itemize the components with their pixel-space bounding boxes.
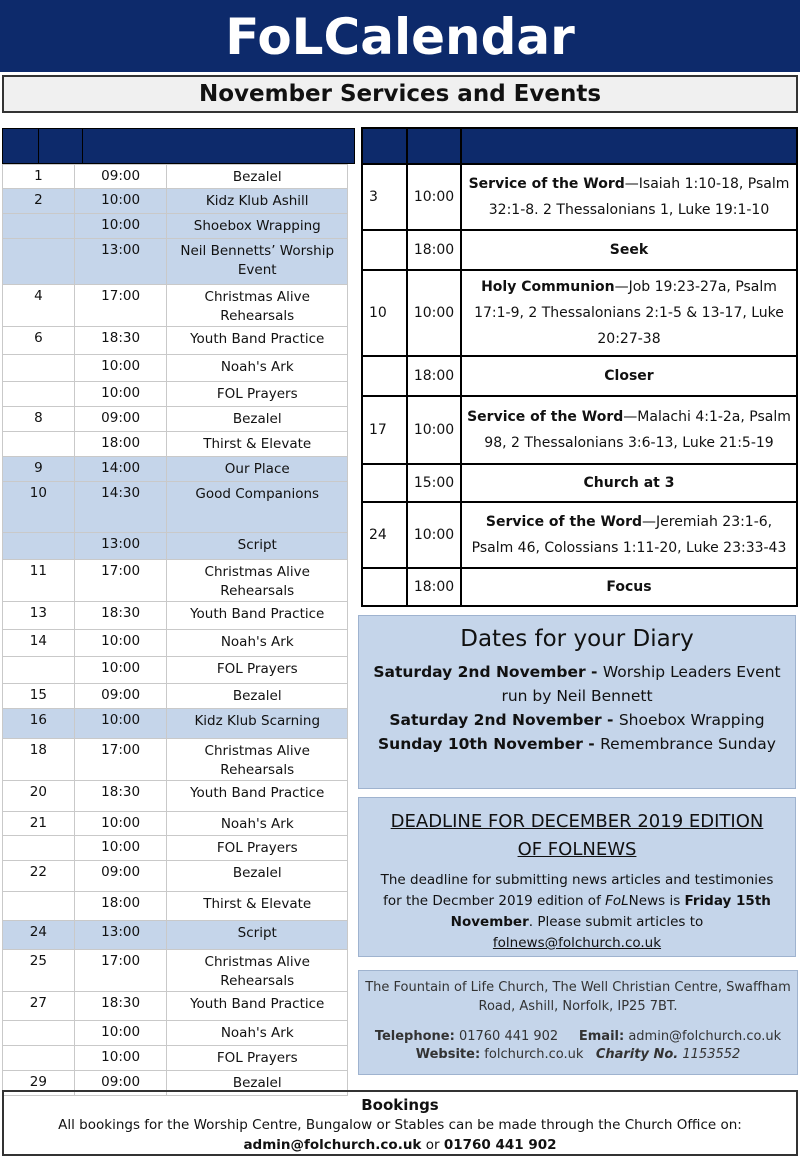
date-cell: 17 bbox=[362, 396, 407, 464]
time-cell: 10:00 bbox=[74, 382, 167, 407]
event-cell: Christmas Alive Rehearsals bbox=[167, 285, 348, 327]
date-cell bbox=[3, 657, 75, 684]
time-cell: 13:00 bbox=[74, 921, 167, 950]
time-cell: 10:00 bbox=[74, 355, 167, 382]
bookings-contact bbox=[4, 1135, 796, 1155]
date-cell: 2 bbox=[3, 189, 75, 214]
date-cell bbox=[3, 892, 75, 921]
service-readings: —Isaiah 1:10-18, Psalm 32:1-8. 2 Thessalonians 1, Luke 19:1-10 bbox=[488, 176, 790, 218]
date-cell: 21 bbox=[3, 812, 75, 836]
charity-label: Charity No. bbox=[595, 1047, 679, 1062]
event-cell: Script bbox=[167, 921, 348, 950]
time-cell: 18:00 bbox=[74, 892, 167, 921]
event-cell: Bezalel bbox=[167, 861, 348, 892]
date-cell: 4 bbox=[3, 285, 75, 327]
header-cell-date bbox=[362, 128, 407, 164]
service-title: Focus bbox=[606, 579, 652, 595]
event-cell: FOL Prayers bbox=[167, 382, 348, 407]
event-cell: Noah's Ark bbox=[167, 1021, 348, 1046]
date-cell bbox=[362, 464, 407, 502]
table-row bbox=[3, 781, 348, 812]
event-cell: Good Companions bbox=[167, 482, 348, 533]
diary-panel bbox=[358, 615, 796, 789]
diary-item-date: Saturday 2nd November - bbox=[373, 663, 603, 681]
table-row bbox=[3, 214, 348, 239]
diary-heading: Dates for your Diary bbox=[460, 626, 694, 652]
service-cell bbox=[461, 230, 797, 270]
service-cell bbox=[461, 356, 797, 396]
table-row bbox=[3, 560, 348, 602]
event-cell: Thirst & Elevate bbox=[167, 892, 348, 921]
table-row bbox=[3, 189, 348, 214]
diary-item-text: Shoebox Wrapping bbox=[618, 711, 765, 729]
page-subtitle: November Services and Events bbox=[2, 75, 798, 113]
diary-item bbox=[359, 708, 795, 732]
event-cell: FOL Prayers bbox=[167, 836, 348, 861]
event-cell: Youth Band Practice bbox=[167, 781, 348, 812]
time-cell: 10:00 bbox=[74, 1046, 167, 1071]
bookings-or: or bbox=[421, 1137, 444, 1153]
table-row bbox=[3, 836, 348, 861]
table-row bbox=[3, 812, 348, 836]
header-cell-date bbox=[3, 129, 39, 163]
email-value: admin@folchurch.co.uk bbox=[628, 1029, 782, 1044]
time-cell: 18:00 bbox=[407, 568, 461, 606]
date-cell: 27 bbox=[3, 992, 75, 1021]
date-cell bbox=[3, 1046, 75, 1071]
table-row bbox=[362, 502, 797, 568]
time-cell: 18:30 bbox=[74, 781, 167, 812]
time-cell: 18:00 bbox=[407, 230, 461, 270]
table-row bbox=[3, 327, 348, 355]
event-cell: Bezalel bbox=[167, 407, 348, 432]
service-readings: —Jeremiah 23:1-6, Psalm 46, Colossians 1:11-20, Luke 23:33-43 bbox=[471, 514, 787, 556]
date-cell: 11 bbox=[3, 560, 75, 602]
diary-item-date: Saturday 2nd November - bbox=[389, 711, 619, 729]
time-cell: 14:00 bbox=[74, 457, 167, 482]
deadline-text-em: FoL bbox=[605, 893, 629, 909]
date-cell: 3 bbox=[362, 164, 407, 230]
event-cell: Christmas Alive Rehearsals bbox=[167, 739, 348, 781]
table-row bbox=[3, 1021, 348, 1046]
bookings-text: All bookings for the Worship Centre, Bungalow or Stables can be made through the Church Office on: bbox=[58, 1117, 742, 1133]
time-cell: 10:00 bbox=[407, 502, 461, 568]
date-cell bbox=[3, 214, 75, 239]
time-cell: 15:00 bbox=[407, 464, 461, 502]
diary-item-date: Sunday 10th November - bbox=[378, 735, 601, 753]
date-cell bbox=[3, 533, 75, 560]
table-row bbox=[362, 568, 797, 606]
time-cell: 10:00 bbox=[74, 630, 167, 657]
date-cell bbox=[362, 568, 407, 606]
date-cell bbox=[3, 1021, 75, 1046]
service-cell bbox=[461, 396, 797, 464]
deadline-panel bbox=[358, 797, 796, 957]
event-cell: Christmas Alive Rehearsals bbox=[167, 950, 348, 992]
time-cell: 17:00 bbox=[74, 285, 167, 327]
date-cell: 24 bbox=[3, 921, 75, 950]
event-cell: FOL Prayers bbox=[167, 1046, 348, 1071]
time-cell: 18:30 bbox=[74, 992, 167, 1021]
date-cell: 14 bbox=[3, 630, 75, 657]
time-cell: 10:00 bbox=[74, 836, 167, 861]
contact-line bbox=[359, 1028, 797, 1064]
date-cell bbox=[3, 382, 75, 407]
page-title: FoLCalendar bbox=[0, 0, 800, 72]
time-cell: 09:00 bbox=[74, 684, 167, 709]
event-cell: Script bbox=[167, 533, 348, 560]
table-row bbox=[362, 464, 797, 502]
service-cell bbox=[461, 270, 797, 356]
time-cell: 09:00 bbox=[74, 165, 167, 189]
date-cell: 25 bbox=[3, 950, 75, 992]
deadline-date: Friday 15th November bbox=[450, 893, 771, 930]
bookings-title: Bookings bbox=[361, 1096, 439, 1114]
events-table-header bbox=[2, 128, 355, 164]
table-row bbox=[3, 285, 348, 327]
table-row bbox=[3, 602, 348, 630]
time-cell: 13:00 bbox=[74, 239, 167, 285]
header-cell-time bbox=[407, 128, 461, 164]
header-cell-service bbox=[461, 128, 797, 164]
time-cell: 18:30 bbox=[74, 327, 167, 355]
table-row bbox=[3, 239, 348, 285]
table-row bbox=[3, 457, 348, 482]
table-row bbox=[3, 482, 348, 533]
bookings-phone: 01760 441 902 bbox=[443, 1137, 557, 1153]
time-cell: 09:00 bbox=[74, 1071, 167, 1096]
bookings-panel bbox=[2, 1090, 798, 1156]
service-readings: —Job 19:23-27a, Psalm 17:1-9, 2 Thessalonians 2:1-5 & 13-17, Luke 20:27-38 bbox=[474, 279, 784, 347]
date-cell: 6 bbox=[3, 327, 75, 355]
time-cell: 10:00 bbox=[74, 657, 167, 684]
table-row bbox=[3, 739, 348, 781]
event-cell: Thirst & Elevate bbox=[167, 432, 348, 457]
time-cell: 18:00 bbox=[407, 356, 461, 396]
deadline-text-part: The deadline for submitting news articles and testimonies for the Decmber 2019 edition of bbox=[380, 872, 774, 909]
table-row bbox=[362, 270, 797, 356]
service-title: Service of the Word bbox=[467, 409, 624, 425]
date-cell: 9 bbox=[3, 457, 75, 482]
table-row bbox=[3, 861, 348, 892]
time-cell: 10:00 bbox=[74, 1021, 167, 1046]
time-cell: 10:00 bbox=[407, 270, 461, 356]
table-row bbox=[3, 382, 348, 407]
table-row bbox=[3, 992, 348, 1021]
deadline-heading: DEADLINE FOR DECEMBER 2019 EDITION OF FOLNEWS bbox=[390, 811, 764, 860]
table-row bbox=[3, 709, 348, 739]
date-cell: 24 bbox=[362, 502, 407, 568]
bookings-email: admin@folchurch.co.uk bbox=[243, 1137, 422, 1153]
time-cell: 10:00 bbox=[74, 709, 167, 739]
time-cell: 10:00 bbox=[74, 189, 167, 214]
time-cell: 10:00 bbox=[407, 164, 461, 230]
date-cell bbox=[362, 356, 407, 396]
deadline-text-part: News is bbox=[628, 893, 685, 909]
service-cell bbox=[461, 164, 797, 230]
service-cell bbox=[461, 502, 797, 568]
deadline-email-link[interactable]: folnews@folchurch.co.uk bbox=[492, 935, 662, 951]
table-row bbox=[3, 355, 348, 382]
table-row bbox=[3, 892, 348, 921]
time-cell: 10:00 bbox=[74, 812, 167, 836]
service-cell bbox=[461, 568, 797, 606]
date-cell: 20 bbox=[3, 781, 75, 812]
event-cell: Noah's Ark bbox=[167, 812, 348, 836]
date-cell: 29 bbox=[3, 1071, 75, 1096]
date-cell: 10 bbox=[362, 270, 407, 356]
event-cell: Kidz Klub Scarning bbox=[167, 709, 348, 739]
date-cell: 10 bbox=[3, 482, 75, 533]
deadline-text-part: . Please submit articles to bbox=[528, 914, 704, 930]
time-cell: 18:00 bbox=[74, 432, 167, 457]
email-label: Email: bbox=[578, 1029, 625, 1044]
table-row bbox=[3, 407, 348, 432]
time-cell: 13:00 bbox=[74, 533, 167, 560]
address-panel bbox=[358, 970, 798, 1075]
event-cell: Bezalel bbox=[167, 1071, 348, 1096]
time-cell: 17:00 bbox=[74, 739, 167, 781]
date-cell bbox=[3, 836, 75, 861]
table-row bbox=[3, 950, 348, 992]
table-row bbox=[3, 921, 348, 950]
service-title: Closer bbox=[604, 368, 654, 384]
address-line: The Fountain of Life Church, The Well Christian Centre, Swaffham Road, Ashill, Norfolk, IP25 7BT. bbox=[365, 980, 791, 1014]
diary-item bbox=[359, 660, 795, 708]
table-row bbox=[3, 657, 348, 684]
deadline-text bbox=[359, 870, 795, 954]
service-readings: —Malachi 4:1-2a, Psalm 98, 2 Thessalonians 3:6-13, Luke 21:5-19 bbox=[484, 409, 791, 451]
table-row bbox=[3, 165, 348, 189]
date-cell: 22 bbox=[3, 861, 75, 892]
event-cell: Youth Band Practice bbox=[167, 327, 348, 355]
time-cell: 09:00 bbox=[74, 861, 167, 892]
event-cell: Christmas Alive Rehearsals bbox=[167, 560, 348, 602]
event-cell: Shoebox Wrapping bbox=[167, 214, 348, 239]
date-cell: 1 bbox=[3, 165, 75, 189]
service-title: Service of the Word bbox=[485, 514, 643, 530]
event-cell: Youth Band Practice bbox=[167, 602, 348, 630]
diary-item-text: Worship Leaders Event run by Neil Bennett bbox=[501, 663, 781, 705]
table-row bbox=[362, 356, 797, 396]
service-title: Church at 3 bbox=[583, 475, 675, 491]
tel-value: 01760 441 902 bbox=[458, 1029, 559, 1044]
header-cell-time bbox=[39, 129, 83, 163]
date-cell bbox=[3, 239, 75, 285]
time-cell: 10:00 bbox=[74, 214, 167, 239]
web-value: folchurch.co.uk bbox=[484, 1047, 584, 1062]
table-row bbox=[3, 1046, 348, 1071]
diary-item-text: Remembrance Sunday bbox=[600, 735, 776, 753]
event-cell: Noah's Ark bbox=[167, 355, 348, 382]
table-row bbox=[362, 164, 797, 230]
table-row bbox=[3, 630, 348, 657]
services-table bbox=[361, 127, 798, 607]
event-cell: Neil Bennetts’ Worship Event bbox=[167, 239, 348, 285]
date-cell: 16 bbox=[3, 709, 75, 739]
time-cell: 17:00 bbox=[74, 560, 167, 602]
web-label: Website: bbox=[415, 1047, 481, 1062]
table-row bbox=[3, 533, 348, 560]
event-cell: Bezalel bbox=[167, 165, 348, 189]
charity-value: 1153552 bbox=[682, 1047, 741, 1062]
service-title: Seek bbox=[609, 242, 649, 258]
time-cell: 09:00 bbox=[74, 407, 167, 432]
event-cell: FOL Prayers bbox=[167, 657, 348, 684]
table-row bbox=[3, 684, 348, 709]
event-cell: Our Place bbox=[167, 457, 348, 482]
time-cell: 18:30 bbox=[74, 602, 167, 630]
date-cell: 18 bbox=[3, 739, 75, 781]
events-table bbox=[2, 164, 348, 1096]
table-row bbox=[3, 432, 348, 457]
date-cell: 13 bbox=[3, 602, 75, 630]
date-cell bbox=[362, 230, 407, 270]
date-cell bbox=[3, 432, 75, 457]
time-cell: 17:00 bbox=[74, 950, 167, 992]
service-title: Holy Communion bbox=[481, 279, 615, 295]
service-title: Service of the Word bbox=[468, 176, 625, 192]
date-cell: 15 bbox=[3, 684, 75, 709]
table-row bbox=[362, 396, 797, 464]
time-cell: 14:30 bbox=[74, 482, 167, 533]
services-table-header bbox=[362, 128, 797, 164]
event-cell: Bezalel bbox=[167, 684, 348, 709]
event-cell: Noah's Ark bbox=[167, 630, 348, 657]
date-cell: 8 bbox=[3, 407, 75, 432]
event-cell: Kidz Klub Ashill bbox=[167, 189, 348, 214]
time-cell: 10:00 bbox=[407, 396, 461, 464]
diary-item bbox=[359, 732, 795, 756]
event-cell: Youth Band Practice bbox=[167, 992, 348, 1021]
date-cell bbox=[3, 355, 75, 382]
table-row bbox=[362, 230, 797, 270]
service-cell bbox=[461, 464, 797, 502]
tel-label: Telephone: bbox=[374, 1029, 455, 1044]
